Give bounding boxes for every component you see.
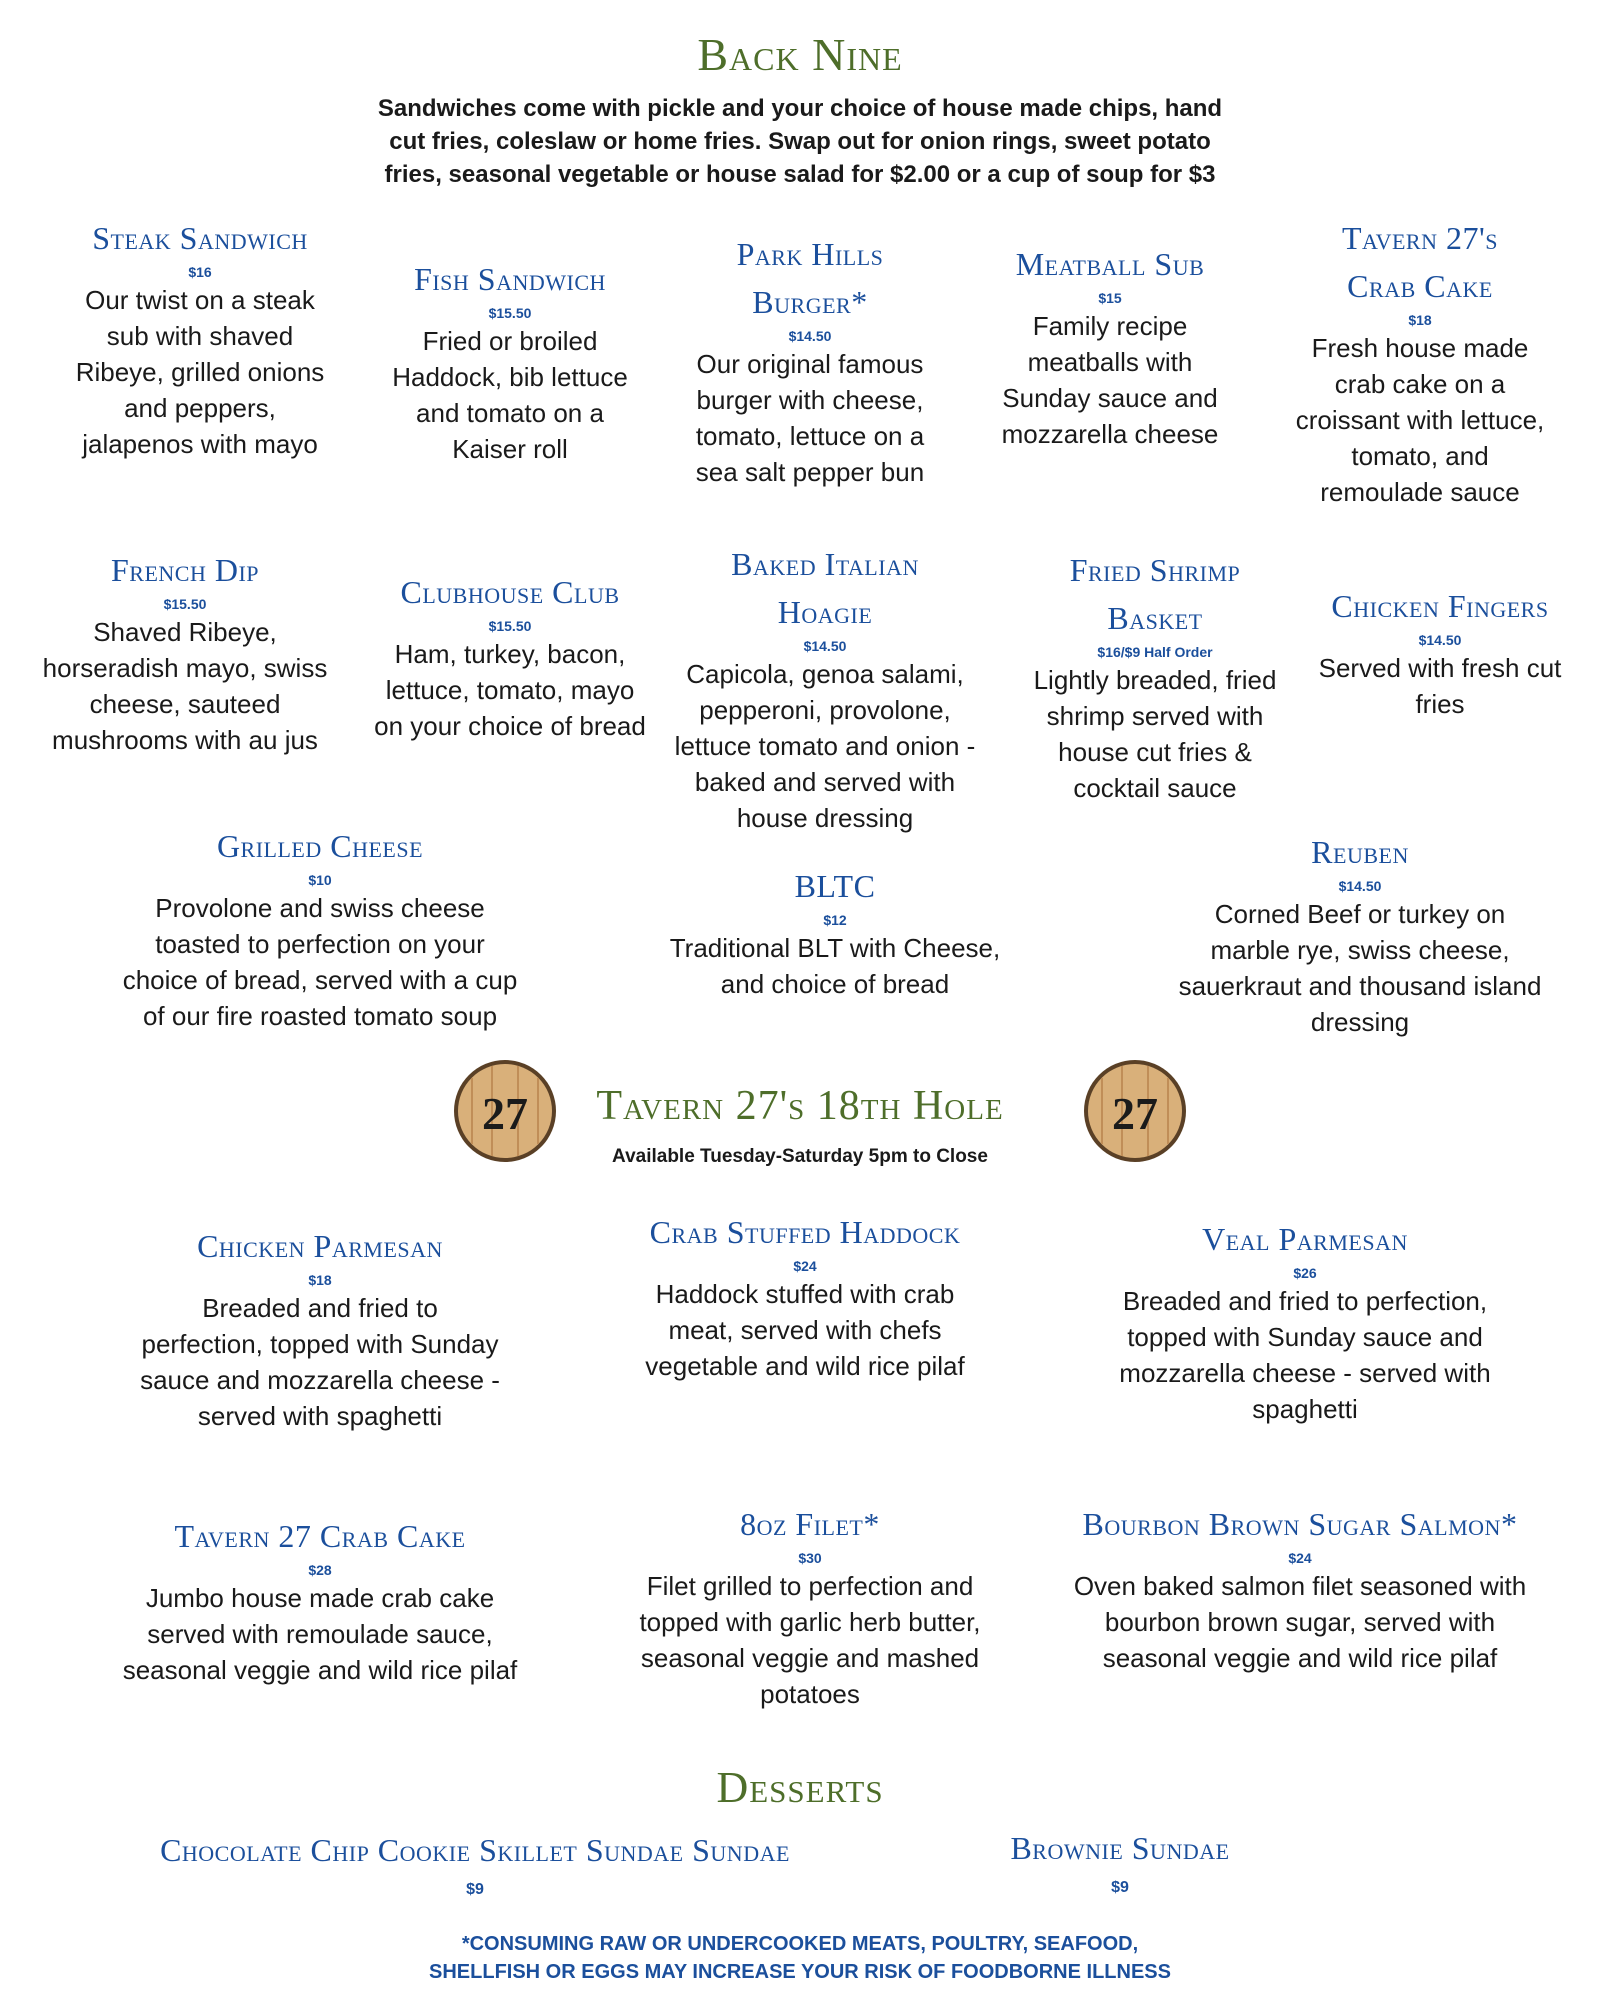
item-description-line: crab cake on a [1334,369,1506,399]
item-description-line: and choice of bread [720,969,950,999]
item-name [1290,582,1590,630]
item-description-line: tomato, and [1351,441,1489,471]
item-description-line: on your choice of bread [374,711,646,741]
item-price: $18 [1408,312,1432,328]
item-description-line: shrimp served with [1046,701,1264,731]
sandwich-sides-note: Sandwiches come with pickle and your choice of house made chips, hand cut fries, coleslaw or home fries. Swap out for onion rings, sweet potato fries, seasonal vegetable or house salad for $2.00 or a cup of soup for $3 [377,95,1223,188]
item-description [1005,662,1305,806]
item-name [635,862,1035,910]
item-description-line: burger with cheese, [696,385,924,415]
item-description-line: baked and served with [694,767,956,797]
item-description [960,308,1260,452]
item-description-line: seasonal veggie and wild rice pilaf [122,1655,518,1685]
section-title-back-nine: Back Nine [697,29,903,80]
item-name [30,546,340,594]
item-name [50,214,350,262]
item-description-line: Shaved Ribeye, [93,617,277,647]
item-description-line: house dressing [736,803,914,833]
item-description-line: Our twist on a steak [85,285,315,315]
item-description-line: horseradish mayo, swiss [42,653,328,683]
item-description [120,1290,520,1434]
item-name [100,822,540,870]
item-description-line: Fried or broiled [422,326,598,356]
item-name [960,1824,1280,1872]
item-price: $9 [1111,1879,1129,1896]
item-description [1290,650,1590,722]
item-name [1145,828,1575,876]
item-name-line: Grilled Cheese [216,828,424,864]
item-description [600,1568,1020,1712]
item-price: $10 [308,872,332,888]
food-safety-disclaimer: *CONSUMING RAW OR UNDERCOOKED MEATS, POULTRY, SEAFOOD, SHELLFISH OR EGGS MAY INCREASE YOUR RISK OF FOODBORNE ILLNESS [429,1933,1171,1983]
item-price: $30 [798,1550,822,1566]
item-name [1270,214,1570,310]
item-description [1090,1283,1520,1427]
item-description [1270,330,1570,510]
item-name-line: Park Hills [736,236,884,272]
menu-item-bourbon-brown-sugar-salmon [1040,1500,1560,1676]
item-description-line: Jumbo house made crab cake [145,1583,495,1613]
item-description-line: pepperoni, provolone, [699,695,951,725]
item-name [960,240,1260,288]
item-description-line: cocktail sauce [1073,773,1237,803]
item-description-line: sea salt pepper bun [695,457,925,487]
item-description-line: Family recipe [1032,311,1188,341]
item-description-line: Filet grilled to perfection and [646,1571,974,1601]
item-price: $28 [308,1562,332,1578]
menu-item-french-dip [30,546,340,758]
svg-text:27: 27 [482,1088,528,1139]
item-price: $24 [793,1258,817,1274]
item-price: $26 [1293,1265,1317,1281]
item-description-line: Corned Beef or turkey on [1214,899,1506,929]
item-description-line: jalapenos with mayo [82,429,318,459]
item-name [95,1826,855,1874]
item-description-line: served with spaghetti [197,1401,443,1431]
item-description [1145,896,1575,1040]
item-name [110,1512,530,1560]
item-description-line: spaghetti [1252,1394,1358,1424]
item-description-line: Breaded and fried to perfection, [1122,1286,1488,1316]
item-description-line: seasonal veggie and mashed [640,1643,980,1673]
item-name-line: Fish Sandwich [414,261,606,297]
item-description-line: Sunday sauce and [1002,383,1218,413]
item-price: $15.50 [488,305,532,321]
menu-item-reuben [1145,828,1575,1040]
item-description-line: Haddock stuffed with crab [655,1279,955,1309]
menu-item-chocolate-chip-cookie-skillet-sundae [95,1826,855,1900]
item-description-line: Provolone and swiss cheese [155,893,485,923]
item-description-line: served with remoulade sauce, [147,1619,493,1649]
item-description [600,1276,1010,1384]
item-description-line: remoulade sauce [1320,477,1520,507]
item-name [655,540,995,636]
item-name-line: Veal Parmesan [1202,1221,1408,1257]
item-description [655,656,995,836]
menu-item-chicken-parmesan [120,1222,520,1434]
item-description-line: topped with Sunday sauce and [1127,1322,1483,1352]
item-description-line: Ham, turkey, bacon, [394,639,626,669]
item-name-line: Bourbon Brown Sugar Salmon* [1082,1506,1518,1542]
item-name-line: Steak Sandwich [92,220,308,256]
item-price: $24 [1288,1550,1312,1566]
item-description-line: Haddock, bib lettuce [392,362,628,392]
item-name-line: Hoagie [777,594,873,630]
item-name-line: Chicken Parmesan [197,1228,443,1264]
item-name [1040,1500,1560,1548]
item-description [50,282,350,462]
item-name-line: Tavern 27 Crab Cake [174,1518,466,1554]
item-description [1040,1568,1560,1676]
menu-item-park-hills-burger [660,230,960,490]
menu-item-veal-parmesan [1090,1215,1520,1427]
menu-item-meatball-sub [960,240,1260,452]
item-description-line: seasonal veggie and wild rice pilaf [1102,1643,1498,1673]
menu-item-clubhouse-club [355,568,665,744]
item-description-line: mozzarella cheese [1001,419,1219,449]
menu-item-crab-stuffed-haddock [600,1208,1010,1384]
item-price: $9 [466,1881,484,1898]
item-name-line: Chocolate Chip Cookie Skillet Sundae Sundae [160,1832,790,1868]
item-name-line: Clubhouse Club [400,574,620,610]
item-description-line: Oven baked salmon filet seasoned with [1073,1571,1527,1601]
item-price: $12 [823,912,847,928]
section-title-desserts: Desserts [716,1763,884,1812]
item-description-line: meat, served with chefs [668,1315,942,1345]
item-description-line: house cut fries & [1058,737,1252,767]
menu-item-bltc [635,862,1035,1002]
item-description-line: tomato, lettuce on a [695,421,925,451]
item-name-line: Burger* [752,284,868,320]
menu-item-tavern-27s-crab-cake [1270,214,1570,510]
item-name-line: 8oz Filet* [740,1506,880,1542]
item-description-line: vegetable and wild rice pilaf [645,1351,965,1381]
item-description [110,1580,530,1688]
item-name-line: Crab Cake [1347,268,1493,304]
item-description-line: marble rye, swiss cheese, [1210,935,1510,965]
item-description-line: Lightly breaded, fried [1033,665,1277,695]
item-name-line: Tavern 27's [1342,220,1498,256]
item-name [600,1500,1020,1548]
menu-item-brownie-sundae [960,1824,1280,1898]
item-description-line: fries [1415,689,1465,719]
item-name-line: Reuben [1311,834,1409,870]
item-description-line: Served with fresh cut [1318,653,1562,683]
item-description-line: Ribeye, grilled onions [75,357,325,387]
item-name-line: Chicken Fingers [1331,588,1549,624]
menu-item-fish-sandwich [360,255,660,467]
item-name [1090,1215,1520,1263]
item-description-line: toasted to perfection on your [155,929,485,959]
item-description-line: Fresh house made [1311,333,1529,363]
item-description-line: Capicola, genoa salami, [686,659,964,689]
item-description-line: lettuce, tomato, mayo [385,675,635,705]
svg-text:27: 27 [1112,1088,1158,1139]
item-description-line: Breaded and fried to [202,1293,438,1323]
item-description-line: cheese, sauteed [89,689,281,719]
item-name [120,1222,520,1270]
menu-item-grilled-cheese [100,822,540,1034]
item-price: $15.50 [163,596,207,612]
menu-item-fried-shrimp-basket [1005,546,1305,806]
menu-item-baked-italian-hoagie [655,540,995,836]
item-description-line: sub with shaved [106,321,294,351]
item-description-line: potatoes [760,1679,860,1709]
item-name-line: Baked Italian [731,546,919,582]
item-description-line: lettuce tomato and onion - [674,731,976,761]
item-name [600,1208,1010,1256]
item-name-line: Meatball Sub [1015,246,1205,282]
item-price: $15.50 [488,618,532,634]
item-name [1005,546,1305,642]
item-price: $16/$9 Half Order [1097,644,1213,660]
item-name-line: BLTC [794,868,876,904]
menu-item-chicken-fingers [1290,582,1590,722]
item-description-line: choice of bread, served with a cup [122,965,518,995]
item-description [635,930,1035,1002]
availability-note: Available Tuesday-Saturday 5pm to Close [612,1146,988,1167]
item-description-line: topped with garlic herb butter, [639,1607,981,1637]
item-description-line: and peppers, [124,393,276,423]
item-description-line: Our original famous [696,349,924,379]
item-price: $14.50 [1418,632,1462,648]
item-description-line: mushrooms with au jus [52,725,318,755]
item-price: $18 [308,1272,332,1288]
item-description-line: perfection, topped with Sunday [141,1329,499,1359]
item-name-line: Brownie Sundae [1010,1830,1230,1866]
item-description-line: mozzarella cheese - served with [1119,1358,1491,1388]
item-name-line: Fried Shrimp [1069,552,1241,588]
item-name [660,230,960,326]
item-name-line: Crab Stuffed Haddock [649,1214,961,1250]
item-price: $16 [188,264,212,280]
item-name [355,568,665,616]
item-description-line: croissant with lettuce, [1295,405,1545,435]
item-description-line: and tomato on a [416,398,604,428]
item-price: $14.50 [803,638,847,654]
item-price: $14.50 [1338,878,1382,894]
item-price: $15 [1098,290,1122,306]
item-description-line: sauerkraut and thousand island [1178,971,1542,1001]
item-description-line: meatballs with [1027,347,1193,377]
item-name [360,255,660,303]
item-description [100,890,540,1034]
item-description [360,323,660,467]
item-name-line: Basket [1107,600,1203,636]
item-description-line: of our fire roasted tomato soup [142,1001,498,1031]
section-title-18th-hole: Tavern 27's 18th Hole [596,1083,1004,1129]
item-description-line: dressing [1310,1007,1410,1037]
item-description-line: Traditional BLT with Cheese, [669,933,1001,963]
menu-item-steak-sandwich [50,214,350,462]
item-description-line: sauce and mozzarella cheese - [140,1365,500,1395]
menu-item-tavern-27-crab-cake [110,1512,530,1688]
item-description-line: bourbon brown sugar, served with [1104,1607,1496,1637]
menu-item-8oz-filet [600,1500,1020,1712]
item-description [30,614,340,758]
item-description [660,346,960,490]
item-description [355,636,665,744]
item-name-line: French Dip [110,552,260,588]
item-description-line: Kaiser roll [452,434,568,464]
item-price: $14.50 [788,328,832,344]
